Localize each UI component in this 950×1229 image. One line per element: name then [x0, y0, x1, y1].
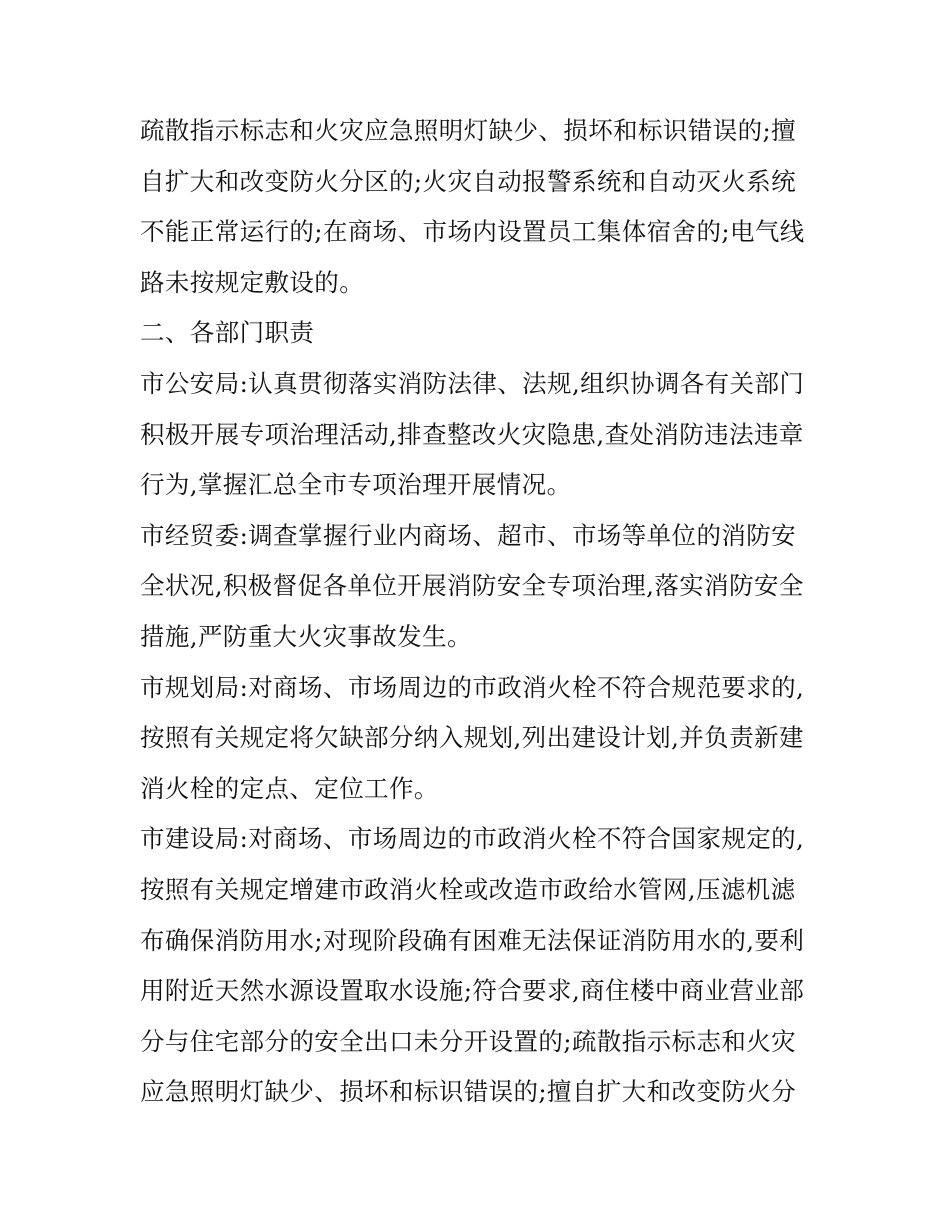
- text-line: 疏散指示标志和火灾应急照明灯缺少、损坏和标识错误的;擅: [140, 116, 797, 145]
- text-line: 市公安局:认真贯彻落实消防法律、法规,组织协调各有关部门: [140, 368, 805, 398]
- text-line: 按照有关规定增建市政消火栓或改造市政给水管网,压滤机滤: [140, 874, 796, 904]
- text-line: 用附近天然水源设置取水设施;符合要求,商住楼中商业营业部: [140, 976, 805, 1006]
- text-line: 路未按规定敷设的。: [140, 267, 365, 297]
- text-line: 消火栓的定点、定位工作。: [140, 773, 439, 803]
- text-line: 积极开展专项治理活动,排查整改火灾隐患,查处消防违法违章: [140, 419, 804, 449]
- text-line: 自扩大和改变防火分区的;火灾自动报警系统和自动灭火系统: [140, 166, 797, 196]
- text-line: 市规划局:对商场、市场周边的市政消火栓不符合规范要求的,: [140, 672, 805, 702]
- text-line: 全状况,积极督促各单位开展消防安全专项治理,落实消防安全: [140, 571, 804, 601]
- text-line: 行为,掌握汇总全市专项治理开展情况。: [140, 470, 572, 500]
- text-line: 应急照明灯缺少、损坏和标识错误的;擅自扩大和改变防火分: [140, 1077, 797, 1107]
- text-line: 市建设局:对商场、市场周边的市政消火栓不符合国家规定的,: [140, 824, 805, 854]
- text-line: 不能正常运行的;在商场、市场内设置员工集体宿舍的;电气线: [140, 217, 805, 247]
- text-line: 按照有关规定将欠缺部分纳入规划,列出建设计划,并负责新建: [140, 723, 804, 753]
- text-line: 布确保消防用水;对现阶段确有困难无法保证消防用水的,要利: [140, 925, 805, 955]
- text-line: 市经贸委:调查掌握行业内商场、超市、市场等单位的消防安: [140, 520, 797, 550]
- section-heading: 二、各部门职责: [140, 318, 315, 348]
- text-line: 措施,严防重大火灾事故发生。: [140, 621, 472, 651]
- document-body: [140, 106, 820, 1118]
- text-line: 分与住宅部分的安全出口未分开设置的;疏散指示标志和火灾: [140, 1026, 797, 1056]
